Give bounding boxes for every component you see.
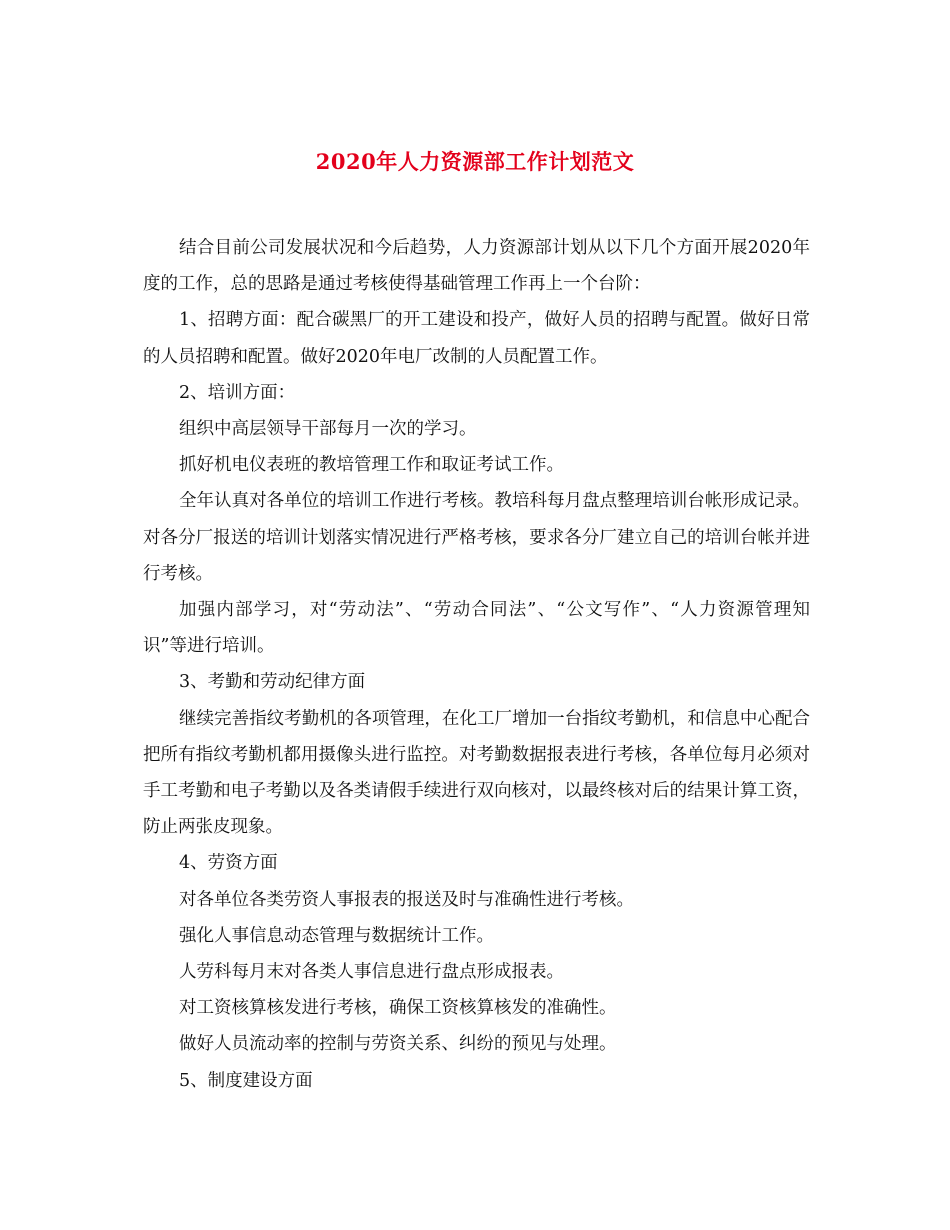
paragraph-labor-monthly: 人劳科每月末对各类人事信息进行盘点形成报表。 (179, 962, 564, 983)
paragraph-attendance: 继续完善指纹考勤机的各项管理，在化工厂增加一台指纹考勤机，和信息中心配合把所有指纹考勤机都用摄像头进行监控。对考勤数据报表进行考核，各单位每月必须对手工考勤和电子考勤以及各类请假手续进行双向核对，以最终核对后的结果计算工资，防止两张皮现象。 (143, 708, 810, 838)
heading-system: 5、制度建设方面 (179, 1070, 313, 1091)
paragraph-labor-info: 强化人事信息动态管理与数据统计工作。 (179, 925, 494, 946)
paragraph-labor-wages: 对工资核算核发进行考核，确保工资核算核发的准确性。 (179, 998, 617, 1019)
paragraph-training-leaders: 组织中高层领导干部每月一次的学习。 (179, 419, 477, 440)
paragraph-recruitment: 1、招聘方面：配合碳黑厂的开工建设和投产，做好人员的招聘与配置。做好日常的人员招聘和配置。做好2020年电厂改制的人员配置工作。 (143, 310, 810, 367)
document-body (143, 230, 810, 1099)
paragraph-labor-turnover: 做好人员流动率的控制与劳资关系、纠纷的预见与处理。 (179, 1034, 617, 1055)
heading-attendance: 3、考勤和劳动纪律方面 (179, 672, 366, 693)
document-title: 2020年人力资源部工作计划范文 (315, 149, 635, 174)
paragraph-training-internal: 加强内部学习，对“劳动法”、“劳动合同法”、“公文写作”、“人力资源管理知识”等进行培训。 (143, 600, 810, 657)
paragraph-intro: 结合目前公司发展状况和今后趋势，人力资源部计划从以下几个方面开展2020年度的工作，总的思路是通过考核使得基础管理工作再上一个台阶： (143, 238, 810, 295)
heading-training: 2、培训方面： (179, 382, 296, 403)
paragraph-training-electromechanical: 抓好机电仪表班的教培管理工作和取证考试工作。 (179, 455, 564, 476)
paragraph-labor-reports: 对各单位各类劳资人事报表的报送及时与准确性进行考核。 (179, 889, 634, 910)
paragraph-training-assessment: 全年认真对各单位的培训工作进行考核。教培科每月盘点整理培训台帐形成记录。对各分厂报送的培训计划落实情况进行严格考核，要求各分厂建立自己的培训台帐并进行考核。 (143, 491, 810, 584)
heading-labor: 4、劳资方面 (179, 853, 278, 874)
